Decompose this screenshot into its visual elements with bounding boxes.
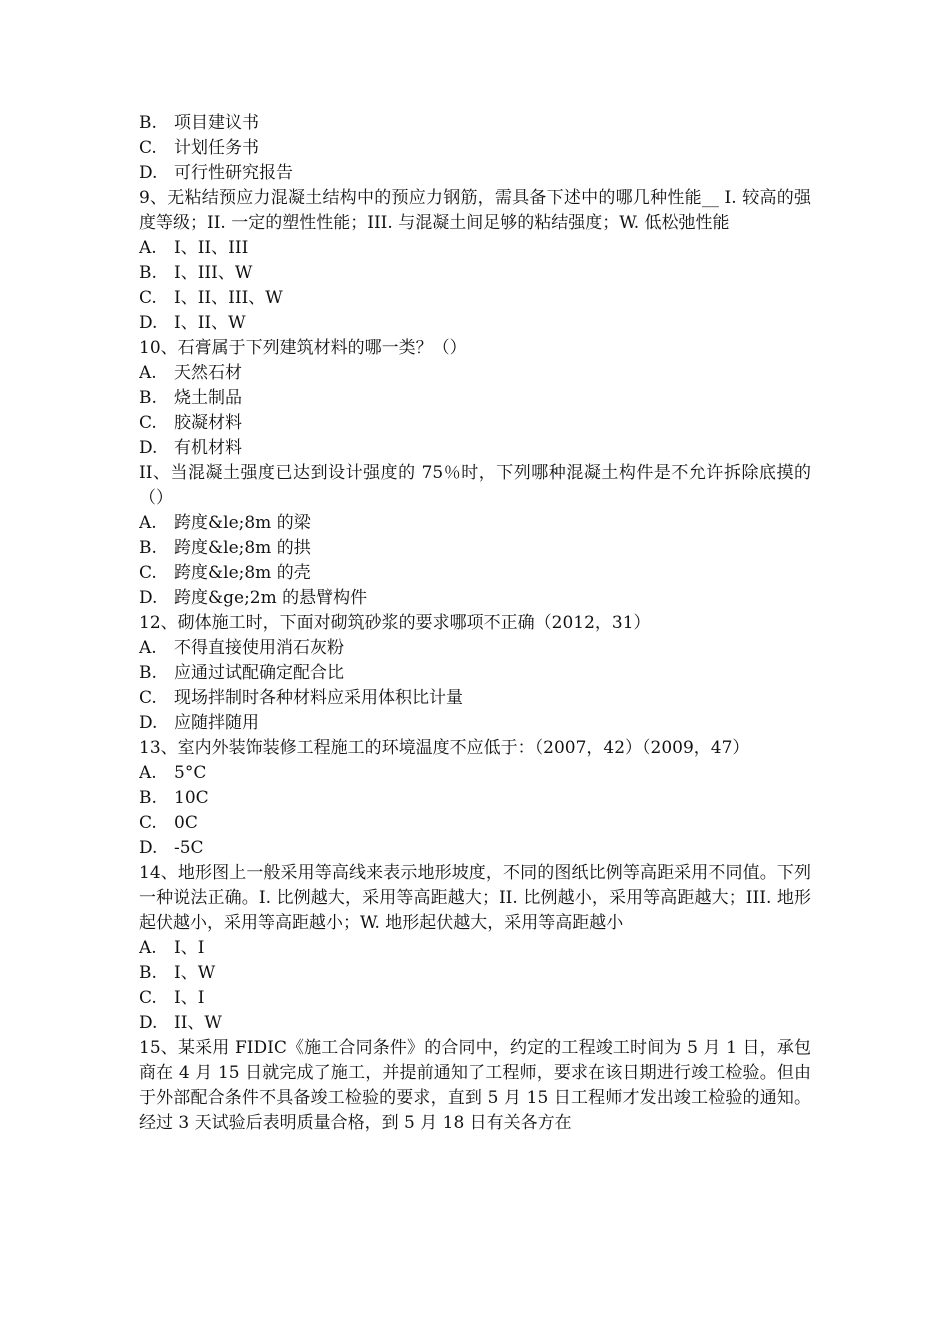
option-text: 不得直接使用消石灰粉 (174, 638, 344, 658)
option-letter: C. (139, 413, 157, 433)
option-line (139, 936, 811, 961)
option-text: 0C (174, 813, 198, 833)
option-line (139, 386, 811, 411)
document-body (139, 111, 811, 1136)
option-letter: D. (139, 163, 158, 183)
option-letter: B. (139, 663, 157, 683)
option-text: 5°C (174, 763, 207, 783)
option-letter: B. (139, 788, 157, 808)
option-text: 可行性研究报告 (174, 163, 293, 183)
option-letter: D. (139, 838, 158, 858)
option-letter: A. (139, 238, 157, 258)
option-line (139, 261, 811, 286)
option-text: 跨度&le;8m 的拱 (174, 538, 311, 558)
option-text: 跨度&le;8m 的梁 (174, 513, 311, 533)
option-text: I、I (174, 988, 205, 1008)
option-text: 应随拌随用 (174, 713, 259, 733)
option-line (139, 311, 811, 336)
option-letter: D. (139, 438, 158, 458)
option-line (139, 786, 811, 811)
option-text: 烧土制品 (174, 388, 242, 408)
option-text: 应通过试配确定配合比 (174, 663, 344, 683)
option-line (139, 236, 811, 261)
question-15: 15、某采用 FIDIC《施工合同条件》的合同中，约定的工程竣工时间为 5 月 1 日，承包商在 4 月 15 日就完成了施工，并提前通知了工程师，要求在该日期进行竣工检验。但由于外部配合条件不具备竣工检验的要求，直到 5 月 15 日工程师才发出竣工检验的通知。经过 3 天试验后表明质量合格，到 5 月 18 日有关各方在 (139, 1038, 811, 1133)
option-line (139, 1011, 811, 1036)
option-line (139, 511, 811, 536)
option-text: 有机材料 (174, 438, 242, 458)
option-letter: A. (139, 513, 157, 533)
option-letter: D. (139, 313, 158, 333)
question-14: 14、地形图上一般采用等高线来表示地形坡度，不同的图纸比例等高距采用不同值。下列一种说法正确。I. 比例越大，采用等高距越大；II. 比例越小，采用等高距越大；III. 地形起伏越小，采用等高距越小；W. 地形起伏越大，采用等高距越小 (139, 863, 811, 933)
option-text: I、II、III、W (174, 288, 283, 308)
question-13: 13、室内外装饰装修工程施工的环境温度不应低于：（2007，42）（2009，47） (139, 738, 750, 758)
option-line (139, 436, 811, 461)
question-9: 9、无粘结预应力混凝土结构中的预应力钢筋，需具备下述中的哪几种性能__ I. 较高的强度等级；II. 一定的塑性性能；III. 与混凝土间足够的粘结强度；W. 低松弛性能 (139, 188, 811, 233)
option-line (139, 761, 811, 786)
option-text: 跨度&le;8m 的壳 (174, 563, 311, 583)
option-line (139, 711, 811, 736)
option-letter: A. (139, 938, 157, 958)
option-text: 计划任务书 (174, 138, 259, 158)
option-letter: C. (139, 138, 157, 158)
option-line (139, 661, 811, 686)
option-line (139, 836, 811, 861)
option-text: I、III、W (174, 263, 253, 283)
question-11: II、当混凝土强度已达到设计强度的 75％时，下列哪种混凝土构件是不允许拆除底摸的（） (139, 463, 811, 508)
option-line (139, 286, 811, 311)
option-line (139, 686, 811, 711)
option-text: I、II、W (174, 313, 246, 333)
option-letter: A. (139, 363, 157, 383)
option-letter: D. (139, 1013, 158, 1033)
option-letter: D. (139, 713, 158, 733)
option-letter: B. (139, 113, 157, 133)
option-line (139, 536, 811, 561)
option-line (139, 136, 811, 161)
option-line (139, 411, 811, 436)
option-letter: C. (139, 563, 157, 583)
option-line (139, 811, 811, 836)
option-text: 胶凝材料 (174, 413, 242, 433)
option-text: I、I (174, 938, 205, 958)
option-letter: C. (139, 288, 157, 308)
option-line (139, 586, 811, 611)
option-line (139, 961, 811, 986)
option-letter: A. (139, 638, 157, 658)
option-text: -5C (174, 838, 204, 858)
option-letter: B. (139, 963, 157, 983)
option-line (139, 111, 811, 136)
option-letter: A. (139, 763, 157, 783)
option-text: I、W (174, 963, 216, 983)
option-text: II、W (174, 1013, 222, 1033)
option-letter: B. (139, 538, 157, 558)
option-text: I、II、III (174, 238, 249, 258)
option-text: 10C (174, 788, 209, 808)
option-letter: B. (139, 388, 157, 408)
option-line (139, 636, 811, 661)
option-text: 天然石材 (174, 363, 242, 383)
question-12: 12、砌体施工时，下面对砌筑砂浆的要求哪项不正确（2012，31） (139, 613, 651, 633)
option-line (139, 561, 811, 586)
question-10: 10、石膏属于下列建筑材料的哪一类？（） (139, 338, 467, 358)
option-letter: C. (139, 988, 157, 1008)
option-text: 跨度&ge;2m 的悬臂构件 (174, 588, 368, 608)
option-line (139, 161, 811, 186)
option-line (139, 361, 811, 386)
option-text: 现场拌制时各种材料应采用体积比计量 (174, 688, 463, 708)
option-letter: B. (139, 263, 157, 283)
option-letter: D. (139, 588, 158, 608)
option-line (139, 986, 811, 1011)
option-letter: C. (139, 688, 157, 708)
option-text: 项目建议书 (174, 113, 259, 133)
option-letter: C. (139, 813, 157, 833)
